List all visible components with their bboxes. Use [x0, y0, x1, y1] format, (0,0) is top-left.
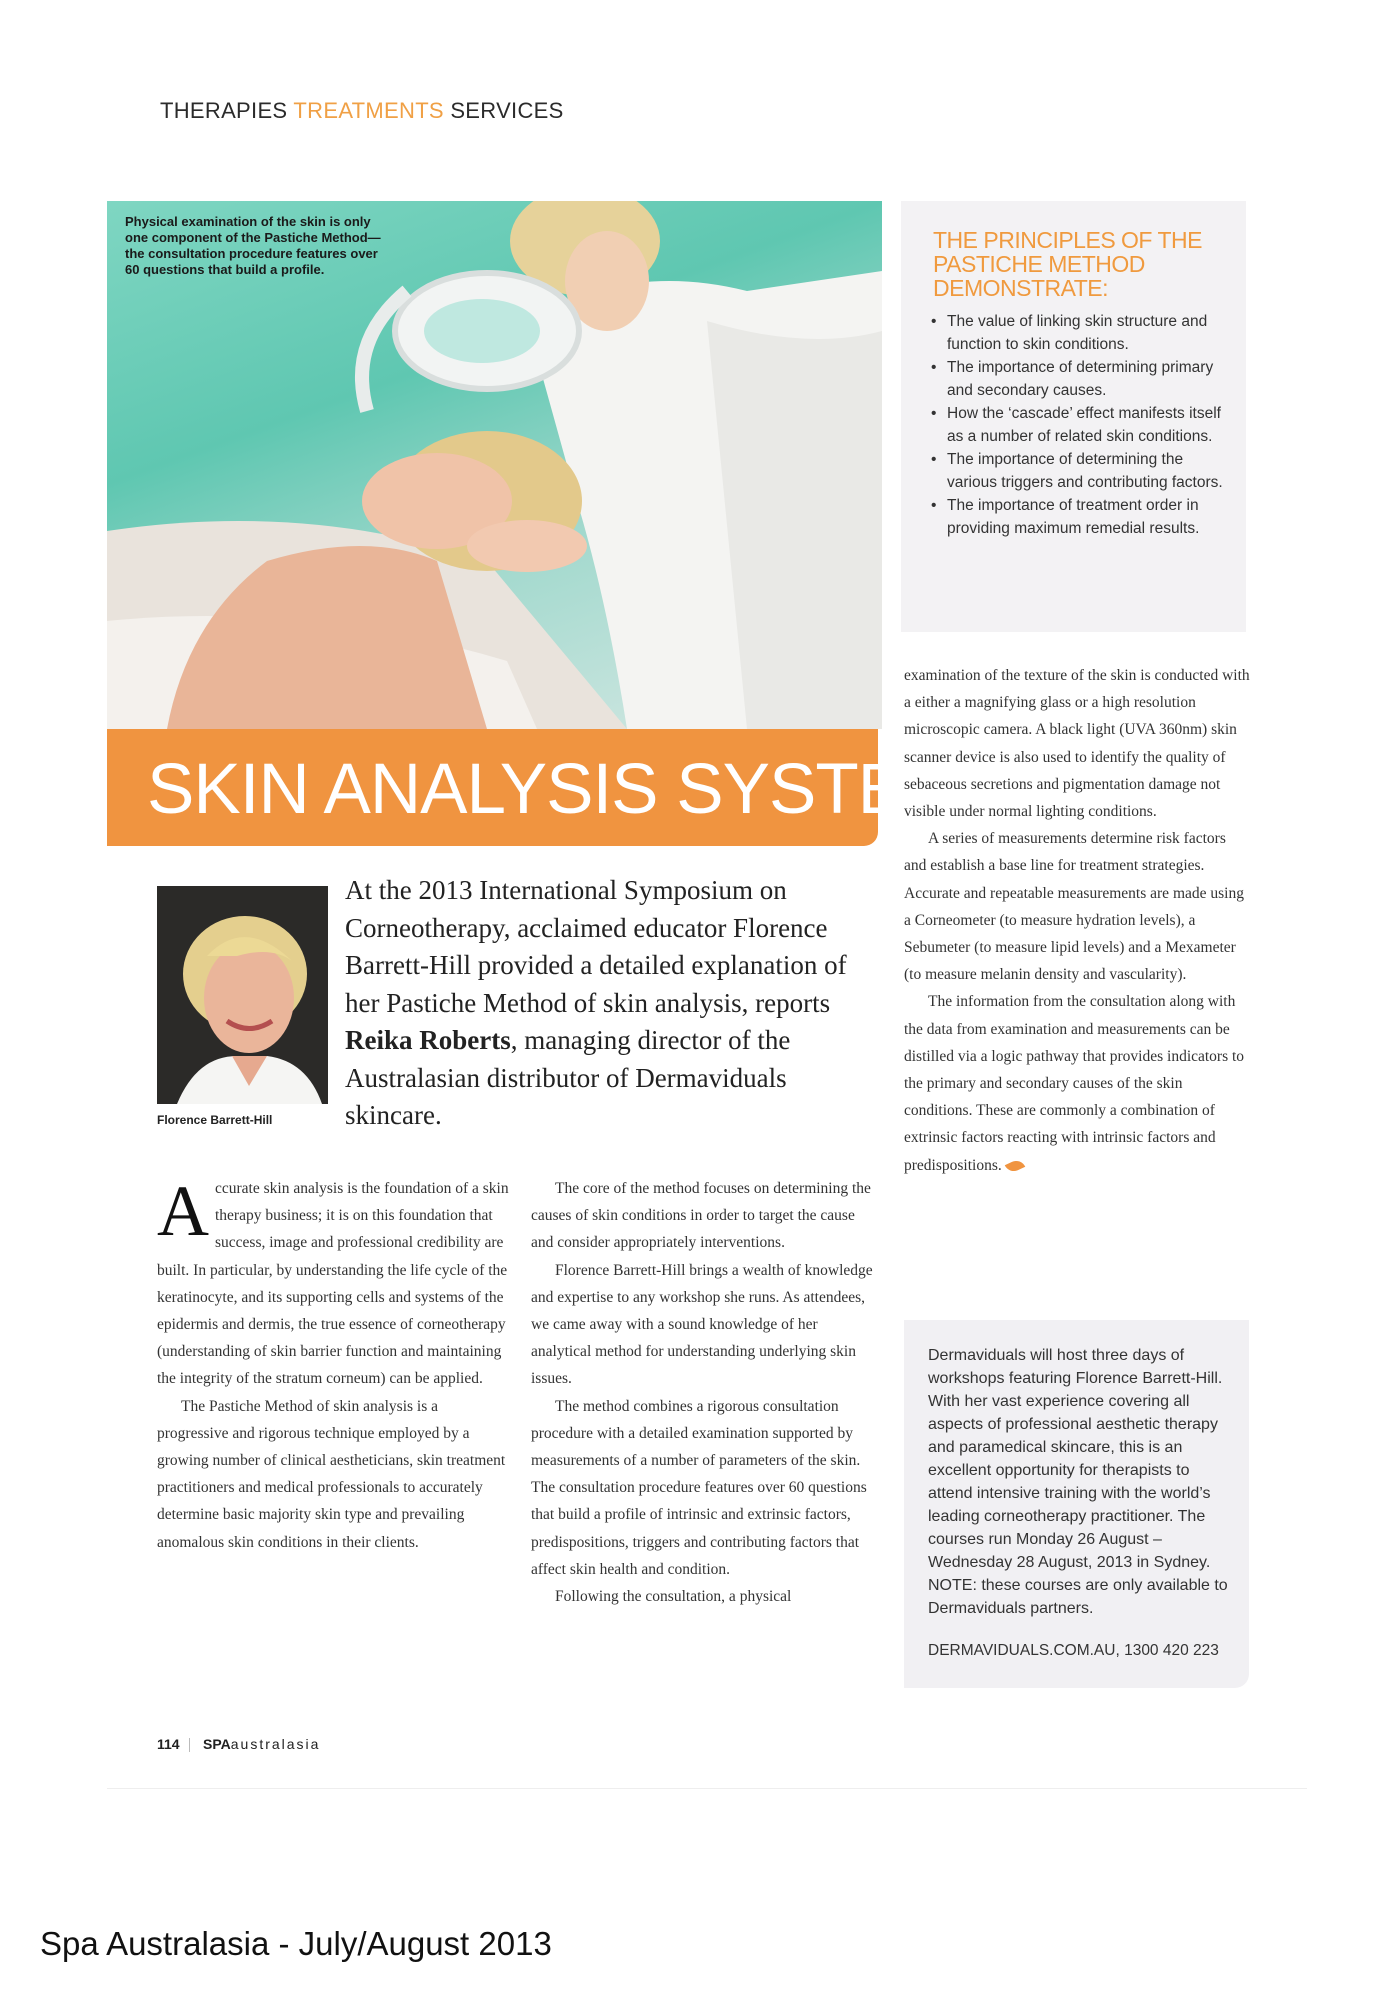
- hero-photo: [107, 201, 882, 729]
- portrait-caption: Florence Barrett-Hill: [157, 1113, 273, 1127]
- body-paragraph: [157, 1171, 511, 1393]
- hero-caption: Physical examination of the skin is only one component of the Pastiche Method—the consultation procedure features over 60 questions that build a profile.: [125, 214, 381, 277]
- hero-illustration: [107, 201, 882, 729]
- source-caption: Spa Australasia - July/August 2013: [40, 1925, 552, 1962]
- body-paragraph: [904, 988, 1250, 1178]
- article-standfirst: [345, 872, 885, 1135]
- principles-item: • The importance of determining the various triggers and contributing factors.: [931, 448, 1231, 494]
- principles-list: [931, 310, 1231, 540]
- section-header-treatments: TREATMENTS: [293, 98, 444, 123]
- article-title: SKIN ANALYSIS SYSTEM: [147, 750, 963, 829]
- magazine-name: [203, 1736, 320, 1752]
- promo-text: Dermaviduals will host three days of workshops featuring Florence Barrett-Hill. With her vast experience covering all aspects of professional aesthetic therapy and paramedical skincare, this is an excellent opportunity for therapists to attend intensive training with the world’s leading corneotherapy practitioner. The courses run Monday 26 August – Wednesday 28 August, 2013 in Sydney. NOTE: these courses are only available to Dermaviduals partners.: [928, 1347, 1228, 1617]
- body-column-3: [904, 662, 1250, 1179]
- section-header-services: SERVICES: [450, 98, 564, 123]
- principles-heading: THE PRINCIPLES OF THE PASTICHE METHOD DEMONSTRATE:: [933, 227, 1202, 301]
- standfirst-text: At the 2013 International Symposium on Corneotherapy, acclaimed educator Florence Barrett-Hill provided a detailed explanation of her Pastiche Method of skin analysis, reports: [345, 875, 847, 1018]
- principles-item: • How the ‘cascade’ effect manifests itself as a number of related skin conditions.: [931, 402, 1231, 448]
- section-header-therapies: THERAPIES: [160, 98, 288, 123]
- page-number: 114: [157, 1736, 180, 1752]
- body-paragraph: Following the consultation, a physical: [555, 1588, 792, 1606]
- standfirst-text-end: , managing director of the Australasian distributor of Dermaviduals skincare.: [345, 1025, 791, 1130]
- promo-contact: DERMAVIDUALS.COM.AU, 1300 420 223: [928, 1642, 1219, 1659]
- body-paragraph: The Pastiche Method of skin analysis is a progressive and rigorous technique employed by a growing number of clinical aestheticians, skin treatment practitioners and medical professionals to accurately determine basic majority skin type and prevailing anomalous skin conditions in their clients.: [157, 1397, 506, 1551]
- principles-item: • The importance of determining primary and secondary causes.: [931, 356, 1231, 402]
- workshop-promo-box: [904, 1320, 1249, 1688]
- title-banner: [107, 729, 963, 846]
- body-column-1: [157, 1171, 511, 1556]
- principles-box: [901, 201, 1246, 632]
- portrait-illustration: [157, 886, 328, 1104]
- drop-cap: A: [157, 1171, 209, 1251]
- paragraph-text: The information from the consultation along with the data from examination and measurements can be distilled via a logic pathway that provides indicators to the primary and secondary causes of the skin conditions. These are commonly a combination of extrinsic factors reacting with intrinsic factors and predispositions.: [904, 993, 1245, 1174]
- magazine-name-light: australasia: [230, 1736, 321, 1752]
- body-paragraph: examination of the texture of the skin is conducted with a either a magnifying glass or a high resolution microscopic camera. A black light (UVA 360nm) skin scanner device is also used to identify the quality of sebaceous secretions and pigmentation damage not visible under normal lighting conditions.: [904, 667, 1250, 821]
- principles-item: • The importance of treatment order in providing maximum remedial results.: [931, 494, 1231, 540]
- body-column-2: [531, 1175, 879, 1610]
- author-portrait: [157, 886, 328, 1104]
- section-header: [160, 98, 564, 124]
- standfirst-author: Reika Roberts: [345, 1025, 511, 1055]
- principles-item: • The value of linking skin structure and function to skin conditions.: [931, 310, 1231, 356]
- magazine-name-bold: SPA: [203, 1736, 231, 1752]
- paragraph-text: ccurate skin analysis is the foundation of a skin therapy business; it is on this foundation that success, image and professional credibility are built. In particular, by understanding the life cycle of the keratinocyte, and its supporting cells and systems of the epidermis and dermis, the true essence of corneotherapy (understanding of skin barrier function and maintaining the integrity of the stratum corneum) can be applied.: [157, 1180, 509, 1388]
- end-mark-icon: [1004, 1158, 1025, 1175]
- body-paragraph: Florence Barrett-Hill brings a wealth of knowledge and expertise to any workshop she runs. As attendees, we came away with a sound knowledge of her analytical method for understanding underlying skin issues.: [531, 1261, 873, 1388]
- page-edge-rule: [107, 1788, 1307, 1789]
- body-paragraph: The core of the method focuses on determining the causes of skin conditions in order to target the cause and consider appropriately interventions.: [531, 1180, 871, 1252]
- body-paragraph: A series of measurements determine risk factors and establish a base line for treatment strategies. Accurate and repeatable measurements are made using a Corneometer (to measure hydration levels), a Sebumeter (to measure lipid levels) and a Mexameter (to measure melanin density and vascularity).: [904, 830, 1244, 984]
- footer-divider: [189, 1738, 190, 1752]
- body-paragraph: The method combines a rigorous consultation procedure with a detailed examination supported by measurements of a number of parameters of the skin. The consultation procedure features over 60 questions that build a profile of intrinsic and extrinsic factors, predispositions, triggers and contributing factors that affect skin health and condition.: [531, 1397, 867, 1578]
